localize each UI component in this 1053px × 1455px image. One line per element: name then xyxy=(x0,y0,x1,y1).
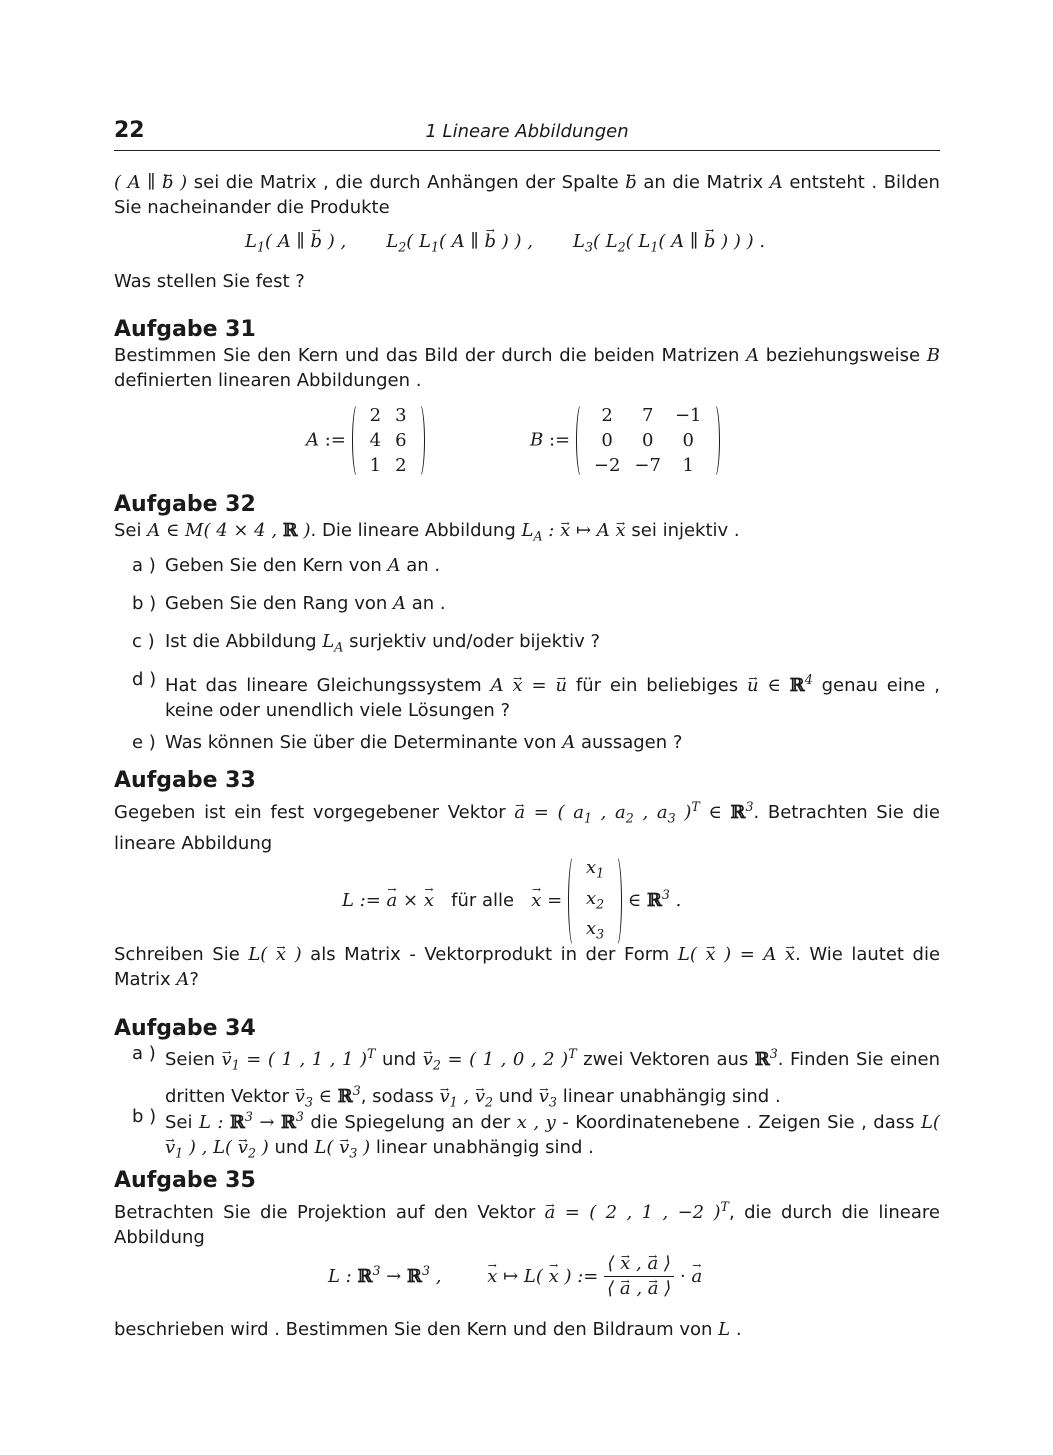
a32-d-text-3: genau eine , keine oder unendlich viele Lösungen ? xyxy=(165,675,940,721)
matrix-B-cell: 0 xyxy=(682,430,694,451)
a35-text-3: beschrieben wird . Bestimmen Sie den Kern und den Bildraum von xyxy=(114,1319,713,1340)
item-label: e ) xyxy=(132,732,156,753)
formula-Ax-eq-u: A → x = → u xyxy=(491,675,567,696)
formula-A: A xyxy=(393,593,407,614)
matrix-A-cell: 6 xyxy=(395,430,407,451)
matrix-A-cell: 2 xyxy=(395,455,407,476)
a31-text-2: beziehungsweise xyxy=(765,345,921,366)
formula-v2: → $v_2$ = ( 1 , 0 , 2 )$^T$ xyxy=(423,1049,577,1070)
vector-x: $x_1$ $x_2$ $x_3$ xyxy=(568,855,622,947)
a33-text xyxy=(114,794,940,856)
a31-text-3: definierten linearen Abbildungen . xyxy=(114,370,422,391)
a32-item-c xyxy=(132,629,940,660)
formula-LA-map: $L_A$ : → x ↦ A → x xyxy=(522,520,626,541)
a32-b-text-1: Geben Sie den Rang von xyxy=(165,593,388,614)
item-label: d ) xyxy=(132,669,157,690)
matrix-B-cell: −2 xyxy=(593,455,621,476)
a34-a-text-3: zwei Vektoren aus xyxy=(583,1049,749,1070)
a34-a-text-6: und xyxy=(498,1085,534,1107)
item-label: b ) xyxy=(132,593,157,614)
matrix-A-cell: 4 xyxy=(369,430,382,451)
a34-b-text-2: die Spiegelung an der xyxy=(310,1112,511,1133)
formula-x-y: x , y xyxy=(516,1112,556,1133)
a34-a-text-5: , sodass xyxy=(360,1085,434,1107)
heading-aufgabe-33: Aufgabe 33 xyxy=(114,768,256,793)
intro-text-2: an die Matrix xyxy=(643,172,764,193)
item-label: a ) xyxy=(132,1043,156,1064)
a32-a-text-2: an . xyxy=(406,555,441,576)
a35-text-2: , die durch die lineare Abbildung xyxy=(114,1202,940,1248)
a34-a-text-4: . Finden Sie einen dritten Vektor xyxy=(165,1049,940,1107)
running-title: 1 Lineare Abbildungen xyxy=(425,121,629,142)
item-label: b ) xyxy=(132,1106,157,1127)
formula-A: A xyxy=(387,555,401,576)
a32-item-a xyxy=(132,553,940,578)
matrix-B-cell: −7 xyxy=(634,455,661,476)
matrix-A-cell: 2 xyxy=(369,405,382,426)
heading-aufgabe-32: Aufgabe 32 xyxy=(114,492,256,517)
item-label: a ) xyxy=(132,555,156,576)
matrix-B-cell: 1 xyxy=(682,455,694,476)
formula-products: $L_1$( A ∥ → b ) , $L_2$( $L_1$( A ∥ → b ) ) , $L_3$( $L_2$( $L_1$( A ∥ → b ) ) ) . xyxy=(245,231,765,255)
a33-text-1: Gegeben ist ein fest vorgegebener Vektor xyxy=(114,802,506,823)
formula-Lv3: $L( \to v_3$ ) xyxy=(314,1137,370,1158)
a33-question xyxy=(114,942,940,992)
a34-item-b xyxy=(132,1104,940,1166)
formula-L-R3-R3: L : ℝ$^3$ → ℝ$^3$ xyxy=(198,1109,304,1133)
a34-a-text-1: Seien xyxy=(165,1049,215,1070)
a32-item-e xyxy=(132,730,940,755)
formula-A-in-M: A ∈ M( 4 × 4 , ℝ ) xyxy=(147,520,311,541)
a33-text-6: ? xyxy=(189,969,199,990)
formula-Lx: L( → x ) xyxy=(248,944,301,965)
a34-a-text-2: und xyxy=(381,1049,417,1070)
a32-d-text-2: für ein beliebiges xyxy=(575,675,739,696)
formula-A: A xyxy=(562,732,576,753)
formula-a-vector: → a = ( 2 , 1 , −2 )$^T$ xyxy=(545,1202,729,1223)
matrix-B-cell: 2 xyxy=(601,405,613,426)
a32-text xyxy=(114,518,940,549)
a33-fuer-alle: für alle xyxy=(451,889,515,911)
a34-b-text-5: linear unabhängig sind . xyxy=(375,1137,594,1158)
a32-item-d xyxy=(132,667,940,723)
a32-e-text-1: Was können Sie über die Determinante von xyxy=(165,732,557,753)
a35-text-1: Betrachten Sie die Projektion auf den Vektor xyxy=(114,1202,536,1223)
a34-b-text-1: Sei xyxy=(165,1112,193,1133)
running-header xyxy=(114,118,940,151)
a31-text xyxy=(114,343,940,393)
a32-item-b xyxy=(132,591,940,616)
formula-Lx-eq-Ax: L( → x ) = A → x xyxy=(678,944,795,965)
matrix-B-cell: −1 xyxy=(674,405,702,426)
a32-text-3: sei injektiv . xyxy=(631,520,740,541)
a32-a-text-1: Geben Sie den Kern von xyxy=(165,555,382,576)
a32-b-text-2: an . xyxy=(411,593,446,614)
matrix-A-display: A := 2 3 4 6 1 2 xyxy=(306,403,425,478)
formula-R3: ℝ$^3$ xyxy=(754,1046,778,1070)
matrix-A xyxy=(352,403,425,478)
matrix-A-cell: 1 xyxy=(369,455,382,476)
heading-aufgabe-31: Aufgabe 31 xyxy=(114,317,256,342)
a35-text xyxy=(114,1194,940,1250)
matrix-B-cell: 7 xyxy=(641,405,654,426)
formula-L: L xyxy=(718,1319,731,1340)
matrix-A-cell: 3 xyxy=(395,405,407,426)
matrix-B-display: B := 2 7 −1 0 0 0 −2 −7 1 xyxy=(530,403,720,478)
a33-text-3: Schreiben Sie xyxy=(114,944,240,965)
a33-text-5: . Wie lautet die Matrix xyxy=(114,944,941,990)
intro-question: Was stellen Sie fest ? xyxy=(114,271,305,292)
formula-A: A xyxy=(746,345,760,366)
a33-text-2: . Betrachten Sie die lineare Abbildung xyxy=(114,802,940,854)
matrix-B-cell: 0 xyxy=(641,430,654,451)
formula-A-b: ( A ∥ → b ) xyxy=(114,172,187,193)
formula-projection: L : ℝ$^3$ → ℝ$^3$ , → x ↦ L( → x ) := $\frac{⟨ \to x , \to a ⟩}{⟨ \to a , \to a ⟩}$ · → a xyxy=(328,1252,702,1301)
formula-A: A xyxy=(769,172,783,193)
heading-aufgabe-34: Aufgabe 34 xyxy=(114,1016,256,1041)
a34-b-text-3: - Koordinatenebene . Zeigen Sie , dass xyxy=(562,1112,915,1133)
a32-d-text-1: Hat das lineare Gleichungssystem xyxy=(165,675,482,696)
page-number: 22 xyxy=(114,118,145,143)
formula-a-def: → a = ( $a_1$ , $a_2$ , $a_3$ )$^T$ ∈ ℝ$^3$ xyxy=(514,802,753,823)
matrix-B xyxy=(576,403,720,478)
a32-e-text-2: aussagen ? xyxy=(581,732,683,753)
heading-aufgabe-35: Aufgabe 35 xyxy=(114,1168,256,1193)
a34-a-text-7: linear unabhängig sind . xyxy=(562,1085,781,1107)
formula-v1: → $v_1$ = ( 1 , 1 , 1 )$^T$ xyxy=(222,1049,376,1070)
formula-b: → b xyxy=(625,172,637,193)
formula-u-in-R4: → u ∈ ℝ$^4$ xyxy=(747,675,813,696)
intro-text-1: sei die Matrix , die durch Anhängen der Spalte xyxy=(193,172,619,193)
intro-paragraph xyxy=(114,170,940,220)
a34-b-text-4: und xyxy=(274,1137,309,1158)
matrix-B-cell: 0 xyxy=(601,430,613,451)
a32-c-text-1: Ist die Abbildung xyxy=(165,631,317,652)
formula-v3-in-R3: → $v_3$ ∈ ℝ$^3$ xyxy=(295,1086,361,1107)
a33-text-4: als Matrix - Vektorprodukt in der Form xyxy=(310,944,670,965)
fraction: $\frac{⟨ \to x , \to a ⟩}{⟨ \to a , \to a ⟩}$ xyxy=(604,1252,674,1301)
formula-Lv1-Lv2: $L( \to v_1$ ) , $L( \to v_2$ ) xyxy=(165,1112,940,1158)
a32-text-2: . Die lineare Abbildung xyxy=(310,520,516,541)
intro-text-3: entsteht . Bilden Sie nacheinander die Produkte xyxy=(114,172,940,218)
a31-text-1: Bestimmen Sie den Kern und das Bild der durch die beiden Matrizen xyxy=(114,345,740,366)
formula-LA: $L_A$ xyxy=(322,631,344,655)
a32-text-1: Sei xyxy=(114,520,142,541)
a32-c-text-2: surjektiv und/oder bijektiv ? xyxy=(349,631,601,652)
formula-v3: → $v_3$ xyxy=(539,1086,557,1107)
formula-cross-product: L := → a × → x für alle → x = $x_1$ $x_2$ $x_3$ ∈ ℝ$^3$ . xyxy=(342,855,681,947)
a35-question: beschrieben wird . Bestimmen Sie den Kern und den Bildraum von L . xyxy=(114,1319,742,1340)
item-label: c ) xyxy=(132,631,155,652)
formula-v1-v2: → $v_1$ , → $v_2$ xyxy=(440,1086,494,1107)
formula-B: B xyxy=(926,345,940,366)
formula-A: A xyxy=(176,969,190,990)
